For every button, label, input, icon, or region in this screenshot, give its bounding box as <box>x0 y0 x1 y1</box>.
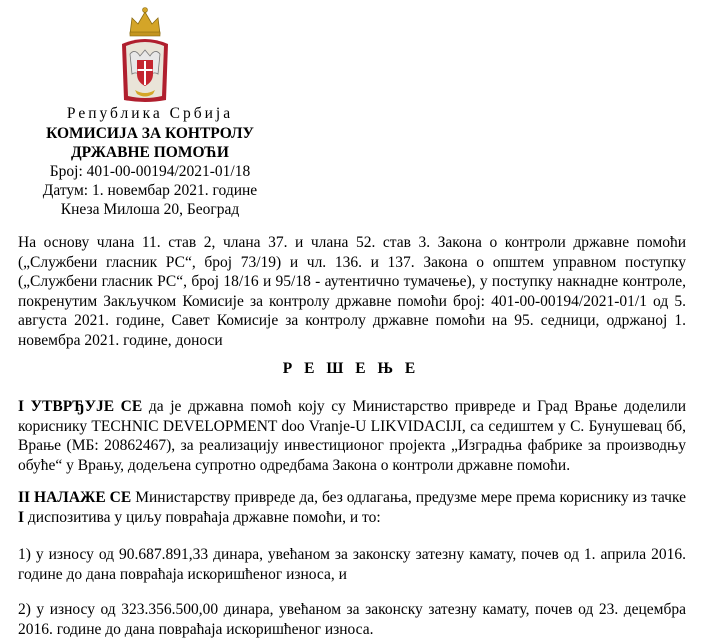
document-date: Датум: 1. новембар 2021. године <box>42 182 258 199</box>
commission-name-line1: КОМИСИЈА ЗА КОНТРОЛУ <box>46 125 254 142</box>
section-2-text-b: диспозитива у циљу повраћаја државне помоћи, и то: <box>24 508 381 526</box>
document-number: Број: 401-00-00194/2021-01/18 <box>49 163 251 180</box>
republic-name: Република Србија <box>66 105 234 122</box>
intro-paragraph: На основу члана 11. став 2, члана 37. и члана 52. став 3. Закона о контроли државне помоћи („Службени гласник РС“, број 73/19) и чл. 136. и 137. Закона о општем управном поступку („Службени гласник РС“, број 18/16 и 95/18 - аутентично тумачење), у поступку накнадне контроле, покренутим Закључком Комисије за контролу државне помоћи број: 401-00-00194/2021-01/1 од 5. августа 2021. године, Савет Комисије за контролу државне помоћи на 95. седници, одржаној 1. новембра 2021. године, доноси <box>18 234 686 349</box>
item-1-paragraph: 1) у износу од 90.687.891,33 динара, увећаном за законску затезну камату, почев од 1. априла 2016. године до дана повраћаја искоришћеног износа, и <box>18 546 686 583</box>
commission-address: Кнеза Милоша 20, Београд <box>60 201 240 218</box>
coat-of-arms-icon <box>120 4 170 104</box>
section-2-lead: II НАЛАЖЕ СЕ <box>18 489 132 506</box>
section-1-paragraph <box>18 397 686 475</box>
commission-name-line2: ДРЖАВНЕ ПОМОЋИ <box>71 144 229 161</box>
section-1-text: да је државна помоћ коју су Министарство привреде и Град Врање доделили кориснику TECHNIC DEVELOPMENT doo Vranje-U LIKVIDACIJI, са седиштем у С. Бунушевац бб, Врање (МБ: 20862467), за реализацију инвестиционог пројекта „Изградња фабрике за производњу обуће“ у Врању, додељена супротно одредбама Закона о контроли државне помоћи. <box>18 398 686 474</box>
section-2-text-a: Министарству привреде да, без одлагања, предузме мере према кориснику из тачке <box>131 489 686 506</box>
item-2-paragraph: 2) у износу од 323.356.500,00 динара, увећаном за законску затезну камату, почев од 23. децембра 2016. године до дана повраћаја искоришћеног износа. <box>18 601 686 638</box>
section-2-roman: I <box>18 508 25 526</box>
section-1-lead: I УТВРЂУЈЕ СЕ <box>18 398 143 415</box>
section-2-paragraph <box>18 488 686 527</box>
decision-title: Р Е Ш Е Њ Е <box>282 360 420 377</box>
